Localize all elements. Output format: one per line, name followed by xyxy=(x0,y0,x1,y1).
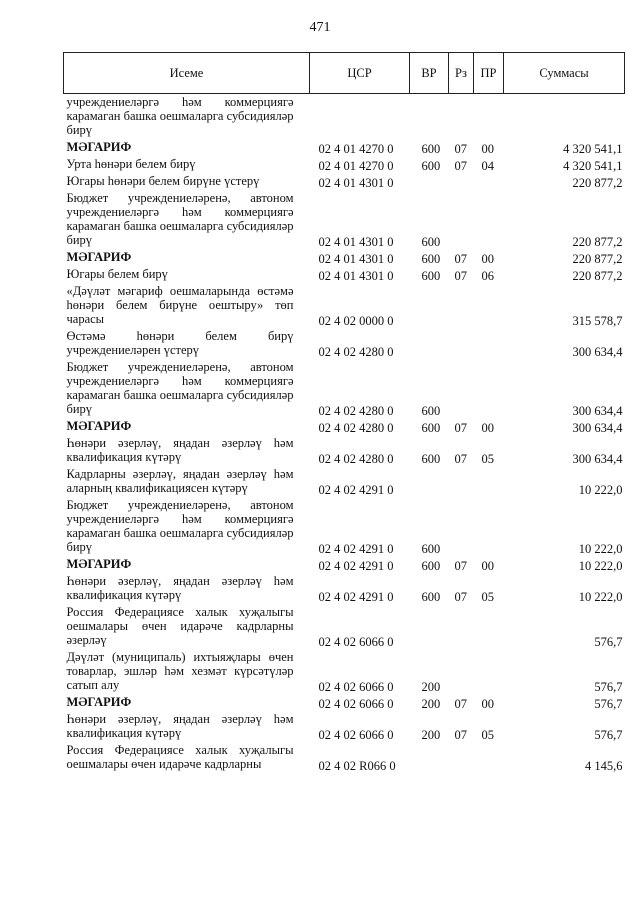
cell-csr: 02 4 01 4301 0 xyxy=(318,176,394,190)
cell-sum: 576,7 xyxy=(594,697,623,711)
cell-vr xyxy=(410,466,449,497)
table-row xyxy=(64,139,625,156)
cell-rz xyxy=(449,190,474,249)
cell-csr: 02 4 02 4291 0 xyxy=(318,483,394,497)
cell-vr xyxy=(410,604,449,649)
cell-csr: 02 4 02 4280 0 xyxy=(318,421,394,435)
cell-sum: 220 877,2 xyxy=(572,176,623,190)
cell-sum: 220 877,2 xyxy=(572,235,623,249)
cell-vr: 200 xyxy=(421,680,441,694)
cell-name: Россия Федерациясе халык хуҗалыгы оешмалары өчен идарәче кадрларны әзерләү xyxy=(66,605,294,647)
cell-name: МӘГАРИФ xyxy=(66,695,132,709)
cell-csr: 02 4 02 4280 0 xyxy=(318,404,394,418)
header-row xyxy=(64,53,625,94)
cell-pr: 00 xyxy=(481,559,494,573)
page-number: 471 xyxy=(309,20,331,35)
cell-sum: 4 145,6 xyxy=(585,759,623,773)
cell-vr xyxy=(410,173,449,190)
cell-csr: 02 4 01 4301 0 xyxy=(318,269,394,283)
cell-vr: 600 xyxy=(421,590,441,604)
cell-sum: 220 877,2 xyxy=(572,252,623,266)
budget-table xyxy=(63,52,625,773)
cell-pr: 00 xyxy=(481,252,494,266)
cell-csr: 02 4 02 4291 0 xyxy=(318,542,394,556)
cell-rz xyxy=(449,497,474,556)
table-row xyxy=(64,249,625,266)
table-row xyxy=(64,742,625,773)
cell-vr: 600 xyxy=(421,142,441,156)
cell-name: Дәүләт (муниципаль) ихтыяҗлары өчен товарлар, эшләр һәм хезмәт күрсәтүләр сатып алу xyxy=(66,650,294,692)
table-row xyxy=(64,604,625,649)
cell-sum: 10 222,0 xyxy=(578,590,623,604)
cell-sum: 576,7 xyxy=(594,680,623,694)
table-row xyxy=(64,573,625,604)
cell-csr: 02 4 02 R066 0 xyxy=(318,759,396,773)
cell-sum: 10 222,0 xyxy=(578,559,623,573)
cell-name: МӘГАРИФ xyxy=(66,419,132,433)
cell-pr xyxy=(474,359,504,418)
table-row xyxy=(64,435,625,466)
cell-rz xyxy=(449,94,474,140)
cell-rz xyxy=(449,742,474,773)
cell-vr: 600 xyxy=(421,252,441,266)
header-vr: ВР xyxy=(410,53,449,94)
cell-rz: 07 xyxy=(454,159,467,173)
cell-rz: 07 xyxy=(454,590,467,604)
cell-vr: 600 xyxy=(421,235,441,249)
cell-sum: 10 222,0 xyxy=(578,483,623,497)
cell-pr xyxy=(474,283,504,328)
cell-vr: 600 xyxy=(421,269,441,283)
cell-vr xyxy=(410,328,449,359)
cell-vr: 600 xyxy=(421,421,441,435)
cell-sum: 300 634,4 xyxy=(572,404,623,418)
cell-pr xyxy=(474,649,504,694)
cell-pr xyxy=(474,328,504,359)
cell-vr: 600 xyxy=(421,404,441,418)
table-row xyxy=(64,94,625,140)
cell-pr xyxy=(474,190,504,249)
cell-vr: 200 xyxy=(421,697,441,711)
table-row xyxy=(64,173,625,190)
cell-vr xyxy=(410,742,449,773)
cell-sum: 300 634,4 xyxy=(572,345,623,359)
cell-rz: 07 xyxy=(454,142,467,156)
table-row xyxy=(64,359,625,418)
cell-csr: 02 4 01 4270 0 xyxy=(318,142,394,156)
cell-csr: 02 4 01 4301 0 xyxy=(318,252,394,266)
cell-name: Һөнәри әзерләү, яңадан әзерләү һәм квалификация күтәрү xyxy=(66,574,294,602)
cell-sum: 576,7 xyxy=(594,635,623,649)
cell-csr: 02 4 02 4280 0 xyxy=(318,452,394,466)
cell-pr xyxy=(474,742,504,773)
cell-csr: 02 4 01 4270 0 xyxy=(318,159,394,173)
table-row xyxy=(64,328,625,359)
cell-csr: 02 4 02 6066 0 xyxy=(318,680,394,694)
cell-pr: 05 xyxy=(481,728,494,742)
table-row xyxy=(64,556,625,573)
cell-pr: 05 xyxy=(481,452,494,466)
cell-csr: 02 4 02 4291 0 xyxy=(318,559,394,573)
cell-sum: 300 634,4 xyxy=(572,452,623,466)
cell-name: Һөнәри әзерләү, яңадан әзерләү һәм квалификация күтәрү xyxy=(66,436,294,464)
cell-sum: 4 320 541,1 xyxy=(563,159,623,173)
cell-vr: 200 xyxy=(421,728,441,742)
cell-rz xyxy=(449,328,474,359)
cell-name: Россия Федерациясе халык хуҗалыгы оешмалары өчен идарәче кадрларны xyxy=(66,743,294,771)
cell-name: Урта һөнәри белем бирү xyxy=(66,157,196,171)
cell-pr xyxy=(474,173,504,190)
table-row xyxy=(64,649,625,694)
cell-name: МӘГАРИФ xyxy=(66,250,132,264)
header-pr: ПР xyxy=(474,53,504,94)
cell-name: Бюджет учреждениеләренә, автоном учреждениеләргә һәм коммерциягә карамаган башка оешмаларга субсидияләр бирү xyxy=(66,360,294,416)
table-row xyxy=(64,711,625,742)
cell-pr: 00 xyxy=(481,421,494,435)
cell-rz xyxy=(449,173,474,190)
table-row xyxy=(64,466,625,497)
cell-name: Кадрларны әзерләү, яңадан әзерләү һәм аларның квалификациясен күтәрү xyxy=(66,467,294,495)
cell-pr xyxy=(474,94,504,140)
cell-csr: 02 4 02 6066 0 xyxy=(318,728,394,742)
cell-name: Һөнәри әзерләү, яңадан әзерләү һәм квалификация күтәрү xyxy=(66,712,294,740)
table-row xyxy=(64,283,625,328)
cell-pr: 06 xyxy=(481,269,494,283)
cell-name: Бюджет учреждениеләренә, автоном учреждениеләргә һәм коммерциягә карамаган башка оешмаларга субсидияләр бирү xyxy=(66,498,294,554)
cell-name: МӘГАРИФ xyxy=(66,557,132,571)
cell-csr xyxy=(310,94,410,140)
cell-name: «Дәүләт мәгариф оешмаларында өстәмә һөнәри белем бирүне оештыру» төп чарасы xyxy=(66,284,294,326)
cell-rz xyxy=(449,466,474,497)
table-row xyxy=(64,418,625,435)
cell-sum: 576,7 xyxy=(594,728,623,742)
cell-pr xyxy=(474,466,504,497)
cell-vr: 600 xyxy=(421,452,441,466)
cell-rz: 07 xyxy=(454,269,467,283)
cell-rz xyxy=(449,283,474,328)
header-sum: Суммасы xyxy=(504,53,625,94)
cell-sum: 4 320 541,1 xyxy=(563,142,623,156)
table-row xyxy=(64,266,625,283)
cell-name: Югары белем бирү xyxy=(66,267,168,281)
cell-sum: 10 222,0 xyxy=(578,542,623,556)
table-body xyxy=(64,94,625,774)
table-row xyxy=(64,156,625,173)
cell-pr xyxy=(474,497,504,556)
cell-rz: 07 xyxy=(454,559,467,573)
cell-pr xyxy=(474,604,504,649)
cell-rz: 07 xyxy=(454,252,467,266)
cell-csr: 02 4 02 4280 0 xyxy=(318,345,394,359)
cell-sum: 300 634,4 xyxy=(572,421,623,435)
cell-pr: 05 xyxy=(481,590,494,604)
cell-rz xyxy=(449,649,474,694)
cell-rz xyxy=(449,359,474,418)
header-csr: ЦСР xyxy=(310,53,410,94)
cell-name: МӘГАРИФ xyxy=(66,140,132,154)
cell-vr: 600 xyxy=(421,559,441,573)
cell-rz: 07 xyxy=(454,421,467,435)
cell-name: Өстәмә һөнәри белем бирү учреждениеләрен үстерү xyxy=(66,329,294,357)
cell-rz: 07 xyxy=(454,452,467,466)
cell-pr: 00 xyxy=(481,697,494,711)
cell-csr: 02 4 02 0000 0 xyxy=(318,314,394,328)
header-rz: Рз xyxy=(449,53,474,94)
cell-csr: 02 4 02 6066 0 xyxy=(318,635,394,649)
cell-vr: 600 xyxy=(421,159,441,173)
cell-pr: 00 xyxy=(481,142,494,156)
cell-rz xyxy=(449,604,474,649)
cell-sum xyxy=(504,94,625,140)
cell-sum: 315 578,7 xyxy=(572,314,623,328)
cell-rz: 07 xyxy=(454,697,467,711)
cell-csr: 02 4 02 6066 0 xyxy=(318,697,394,711)
cell-csr: 02 4 02 4291 0 xyxy=(318,590,394,604)
table-row xyxy=(64,190,625,249)
cell-vr: 600 xyxy=(421,542,441,556)
table-row xyxy=(64,497,625,556)
cell-name: Бюджет учреждениеләренә, автоном учреждениеләргә һәм коммерциягә карамаган башка оешмаларга субсидияләр бирү xyxy=(66,191,294,247)
cell-name: учреждениеләргә һәм коммерциягә карамаган башка оешмаларга субсидияләр бирү xyxy=(66,95,294,137)
cell-csr: 02 4 01 4301 0 xyxy=(318,235,394,249)
cell-sum: 220 877,2 xyxy=(572,269,623,283)
header-name: Исеме xyxy=(64,53,310,94)
cell-vr xyxy=(410,94,449,140)
table-row xyxy=(64,694,625,711)
cell-pr: 04 xyxy=(481,159,494,173)
cell-name: Югары һөнәри белем бирүне үстерү xyxy=(66,174,260,188)
cell-vr xyxy=(410,283,449,328)
cell-rz: 07 xyxy=(454,728,467,742)
